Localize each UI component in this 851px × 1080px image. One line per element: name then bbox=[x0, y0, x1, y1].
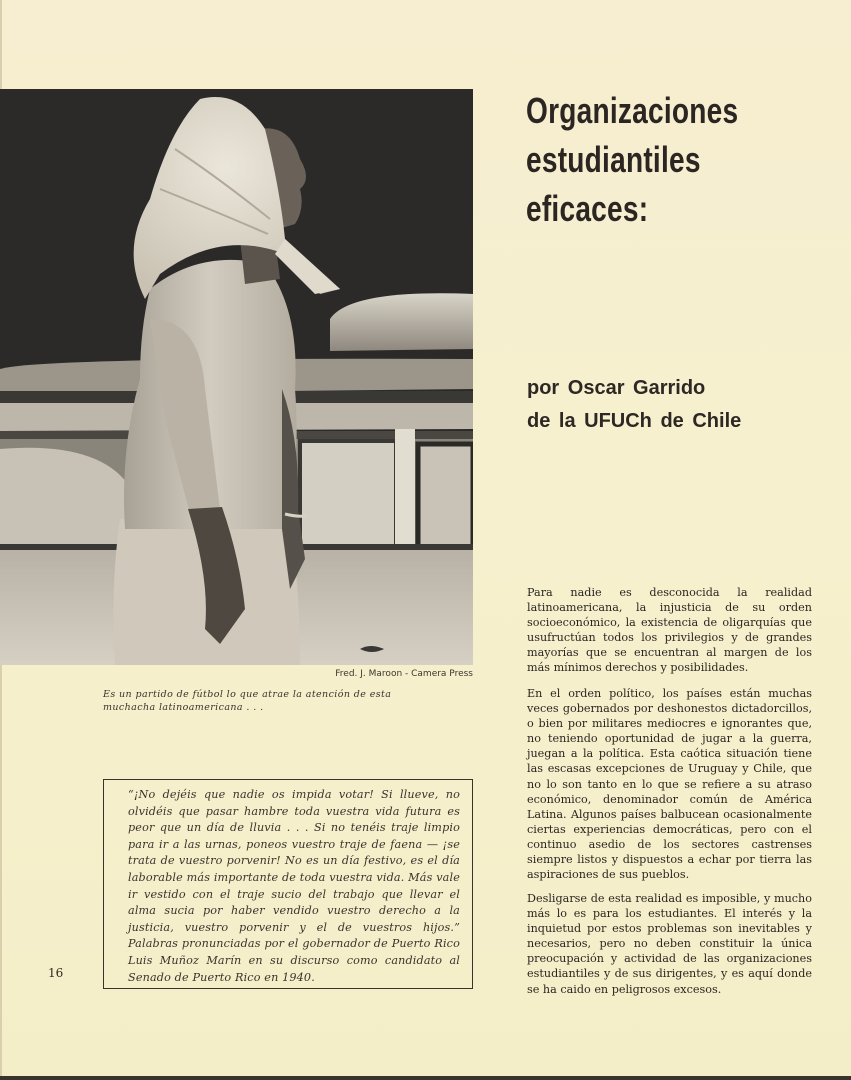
body-paragraph: Desligarse de esta realidad es imposible, y mucho más lo es para los estudiantes. El interés y la inquietud por estos problemas son inevitables y necesarios, pero no deben constituir la única preocupación y actividad de las organizaciones estudiantiles y de sus dirigentes, y es aquí donde se ha caido en peligrosos excesos. bbox=[527, 892, 812, 996]
body-paragraph: Para nadie es desconocida la realidad latinoamericana, la injusticia de su orden socioeconómico, la existencia de oligarquías que usufructúan todos los privilegios y de grandes mayorías que se encuentran al margen de los más mínimos derechos y posibilidades. bbox=[527, 586, 812, 675]
title-line: Organizaciones bbox=[526, 90, 739, 131]
byline-line: por Oscar Garrido bbox=[527, 377, 706, 399]
article-byline bbox=[527, 372, 827, 438]
quote-text: “¡No dejéis que nadie os impida votar! Si llueve, no olvidéis que pasar hambre toda vuestra vida futura es peor que un día de lluvia . . . Si no tenéis traje limpio para ir a las urnas, poneos vuestro traje de faena — ¡se trata de vuestro porvenir! No es un día festivo, es el día laborable más importante de toda vuestra vida. Más vale ir vestido con el traje sucio del trabajo que llevar el alma sucia por haber vendido vuestro derecho a la justicia, vuestro porvenir y el de vuestros hijos.” Palabras pronunciadas por el gobernador de Puerto Rico Luis Muñoz Marín en su discurso como candidato al Senado de Puerto Rico en 1940. bbox=[128, 788, 460, 984]
photo-illustration bbox=[0, 89, 473, 665]
byline-line: de la UFUCh de Chile bbox=[527, 410, 742, 432]
photo-credit: Fred. J. Maroon - Camera Press bbox=[335, 669, 473, 679]
photo-caption: Es un partido de fútbol lo que atrae la atención de esta muchacha latinoamericana . . . bbox=[103, 689, 392, 713]
quote-box bbox=[103, 779, 473, 989]
title-line: eficaces: bbox=[526, 188, 649, 229]
body-paragraph: En el orden político, los países están muchas veces gobernados por deshonestos dictadorcillos, o bien por militares mediocres e ignorantes que, no teniendo oportunidad de jugar a la guerra, juegan a la política. Esta caótica situación tiene las escasas excepciones de Uruguay y Chile, que no lo son tanto en lo que se refiere a su atraso económico, denominador común de América Latina. Algunos países balbucean ocasionalmente ciertas experiencias democráticas, pero con el continuo asedio de los sectores castrenses siempre listos y dispuestos a echar por tierra las aspiraciones de sus pueblos. bbox=[527, 687, 812, 882]
page-edge bbox=[0, 1076, 851, 1080]
article-photo bbox=[0, 89, 473, 665]
page-number: 16 bbox=[48, 966, 64, 980]
title-line: estudiantiles bbox=[526, 139, 701, 180]
article-title bbox=[526, 86, 760, 233]
